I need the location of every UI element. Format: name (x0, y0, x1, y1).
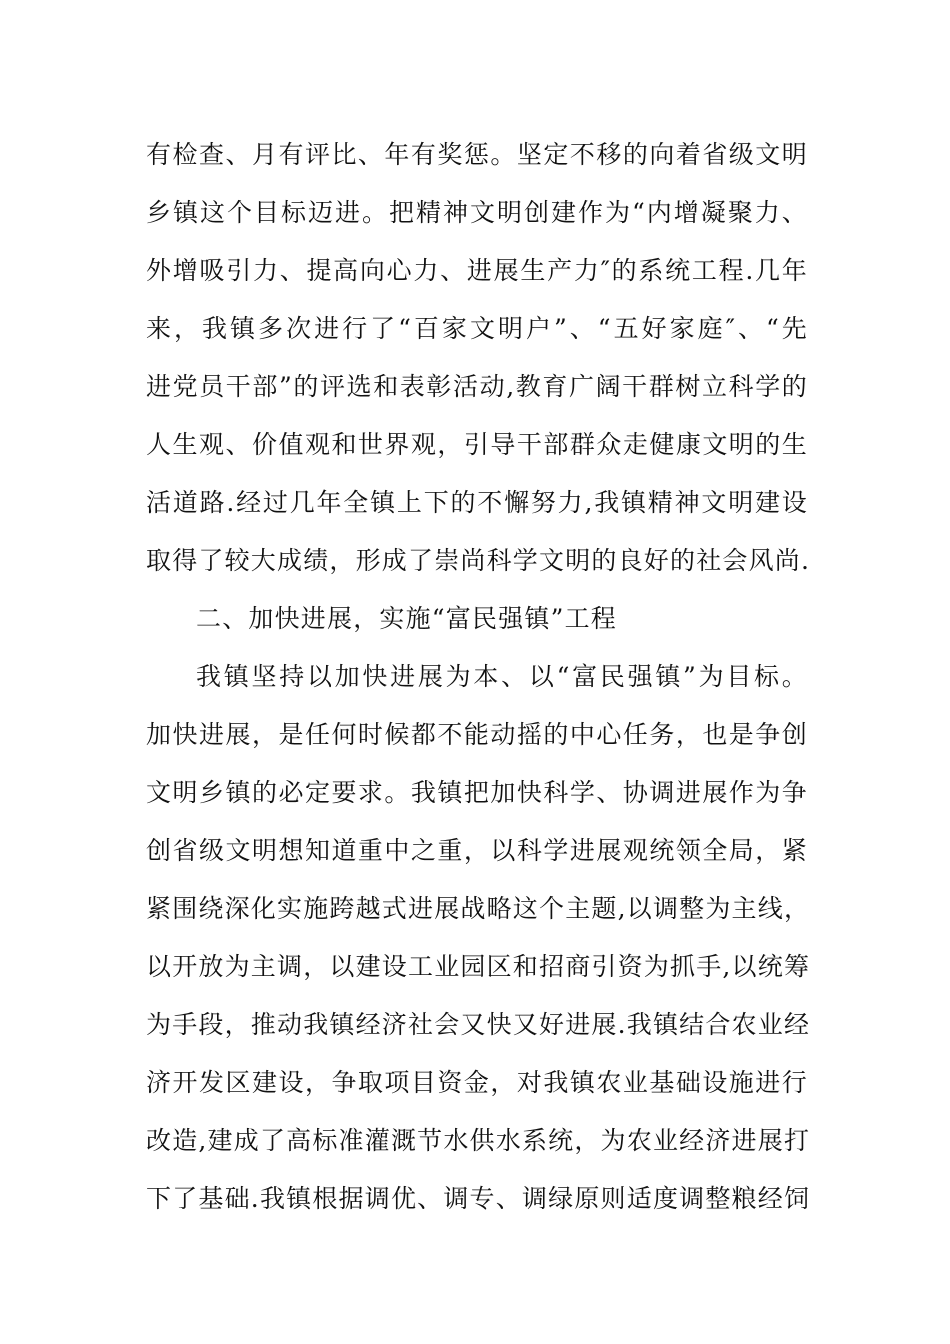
text-line: 紧围绕深化实施跨越式进展战略这个主题,以调整为主线， (146, 894, 811, 923)
text-line: 有检查、月有评比、年有奖惩。坚定不移的向着省级文明 (146, 140, 808, 169)
text-line: 改造,建成了高标准灌溉节水供水系统，为农业经济进展打 (146, 1126, 811, 1155)
text-line: 活道路.经过几年全镇上下的不懈努力,我镇精神文明建设 (146, 488, 808, 517)
text-line: 加快进展，是任何时候都不能动摇的中心任务，也是争创 (146, 720, 808, 749)
text-line: 外增吸引力、提高向心力、进展生产力″的系统工程.几年 (146, 256, 808, 285)
text-line: 以开放为主调，以建设工业园区和招商引资为抓手,以统筹 (146, 952, 811, 981)
text-line: 为手段，推动我镇经济社会又快又好进展.我镇结合农业经 (146, 1010, 811, 1039)
paragraph-first-line: 我镇坚持以加快进展为本、以“富民强镇”为目标。 (196, 662, 808, 691)
text-line: 乡镇这个目标迈进。把精神文明创建作为“内增凝聚力、 (146, 198, 808, 227)
text-line: 济开发区建设，争取项目资金，对我镇农业基础设施进行 (146, 1068, 808, 1097)
text-line: 来，我镇多次进行了“百家文明户”、“五好家庭″、“先 (146, 314, 808, 343)
body-text (146, 130, 811, 1232)
text-line: 创省级文明想知道重中之重，以科学进展观统领全局，紧 (146, 836, 808, 865)
text-line: 文明乡镇的必定要求。我镇把加快科学、协调进展作为争 (146, 778, 808, 807)
paragraph-first-line: 二、加快进展，实施“富民强镇”工程 (196, 604, 617, 633)
text-line: 下了基础.我镇根据调优、调专、调绿原则适度调整粮经饲 (146, 1184, 811, 1213)
text-line: 进党员干部”的评选和表彰活动,教育广阔干群树立科学的 (146, 372, 808, 401)
text-line: 取得了较大成绩，形成了崇尚科学文明的良好的社会风尚. (146, 546, 811, 575)
text-line: 人生观、价值观和世界观，引导干部群众走健康文明的生 (146, 430, 808, 459)
